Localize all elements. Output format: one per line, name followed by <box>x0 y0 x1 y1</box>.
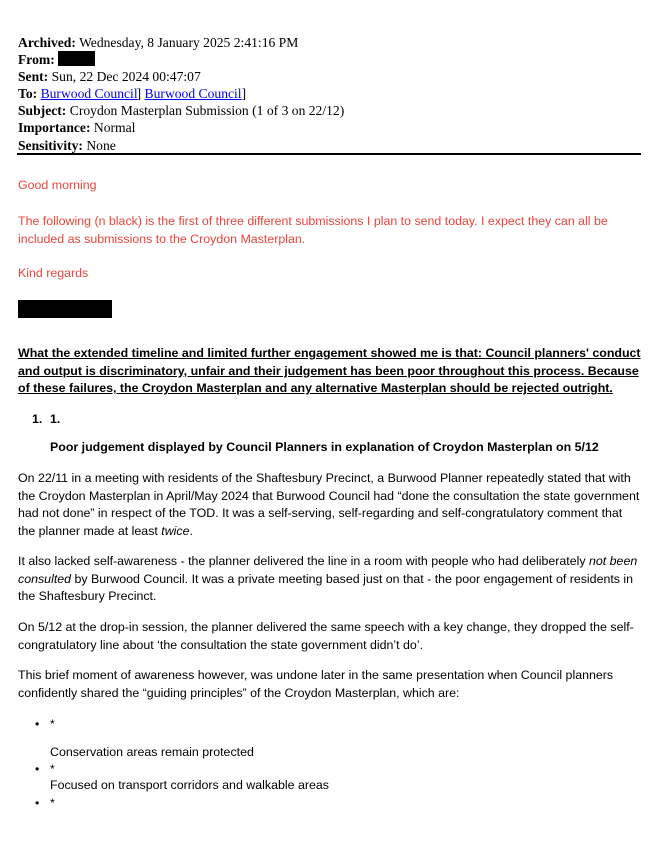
star-marker: * <box>50 762 55 776</box>
bullet-icon: • <box>35 717 40 731</box>
list-marker: 1. <box>32 412 43 426</box>
star-marker: * <box>50 717 55 731</box>
archived-value: Wednesday, 8 January 2025 2:41:16 PM <box>79 35 299 50</box>
paragraph-2-text: It also lacked self-awareness - the planner delivered the line in a room with people who had deliberately <box>18 554 589 568</box>
sensitivity-value: None <box>86 137 116 153</box>
to-row: To: Burwood Council] Burwood Council] <box>18 86 247 102</box>
lead-statement: What the extended timeline and limited further engagement showed me is that: Council planners' conduct and output is discriminatory, unfair and their judgement has been poor throughout this process. Because of these failures, the Croydon Masterplan and any alternative Masterplan should be rejected outright. <box>18 346 641 396</box>
section-title: Poor judgement displayed by Council Planners in explanation of Croydon Masterplan on 5/12 <box>50 440 599 454</box>
paragraph-4: This brief moment of awareness however, was undone later in the same presentation when Council planners confidently shared the “guiding principles” of the Croydon Masterplan, which are: <box>18 668 614 700</box>
bullet-icon: • <box>35 762 40 776</box>
sensitivity-label: Sensitivity: <box>18 137 83 153</box>
paragraph-2-text-end: by Burwood Council. It was a private meeting based just on that - the poor engagement of residents in the Shaftesbury Precinct. <box>18 571 634 604</box>
archived-row <box>18 34 344 51</box>
paragraph-1 <box>18 470 642 540</box>
paragraph-3: On 5/12 at the drop-in session, the planner delivered the same speech with a key change, they dropped the self-congratulatory line about ‘the consultation the state government didn’t do’. <box>18 620 634 652</box>
paragraph-2-emphasis: not been consulted <box>18 554 638 586</box>
signoff: Kind regards <box>18 266 89 280</box>
bullet-icon: • <box>35 796 40 810</box>
email-header <box>18 34 344 154</box>
sent-label: Sent: <box>18 69 49 85</box>
subject-label: Subject: <box>18 103 67 119</box>
paragraph-2 <box>18 553 642 606</box>
sent-value: Sun, 22 Dec 2024 00:47:07 <box>51 69 201 85</box>
sent-row <box>18 68 344 85</box>
importance-row <box>18 119 344 136</box>
paragraph-1-text: On 22/11 in a meeting with residents of the Shaftesbury Precinct, a Burwood Planner repeatedly stated that with the Croydon Masterplan in April/May 2024 that Burwood Council had “done the consultation the state government had not done” in respect of the TOD. It was a self-serving, self-regarding and self-congratulatory comment that the planner made at least <box>18 471 640 538</box>
paragraph-1-end: . <box>189 523 193 538</box>
list-label: 1. <box>50 412 61 426</box>
intro-text: The following (n black) is the first of three different submissions I plan to send today. I expect they can all be included as submissions to the Croydon Masterplan. <box>18 214 608 246</box>
greeting: Good morning <box>18 178 97 192</box>
subject-row <box>18 102 344 119</box>
recipient-link[interactable]: Burwood Council <box>40 86 138 102</box>
subject-value: Croydon Masterplan Submission (1 of 3 on 22/12) <box>69 103 345 119</box>
principle-text: Conservation areas remain protected <box>50 745 254 759</box>
paragraph-1-emphasis: twice <box>161 523 190 538</box>
importance-label: Importance: <box>18 120 91 136</box>
from-row <box>18 51 344 68</box>
star-marker: * <box>50 796 55 810</box>
header-divider <box>17 153 641 155</box>
recipient-link[interactable]: Burwood Council <box>144 86 242 102</box>
redacted-sender <box>58 51 95 66</box>
redacted-signature <box>18 300 112 318</box>
archived-label: Archived: <box>18 35 76 50</box>
importance-value: Normal <box>93 120 136 136</box>
sensitivity-row <box>18 137 344 154</box>
principle-text: Focused on transport corridors and walkable areas <box>50 778 329 792</box>
from-label: From: <box>18 52 55 68</box>
to-label: To: <box>18 86 38 102</box>
